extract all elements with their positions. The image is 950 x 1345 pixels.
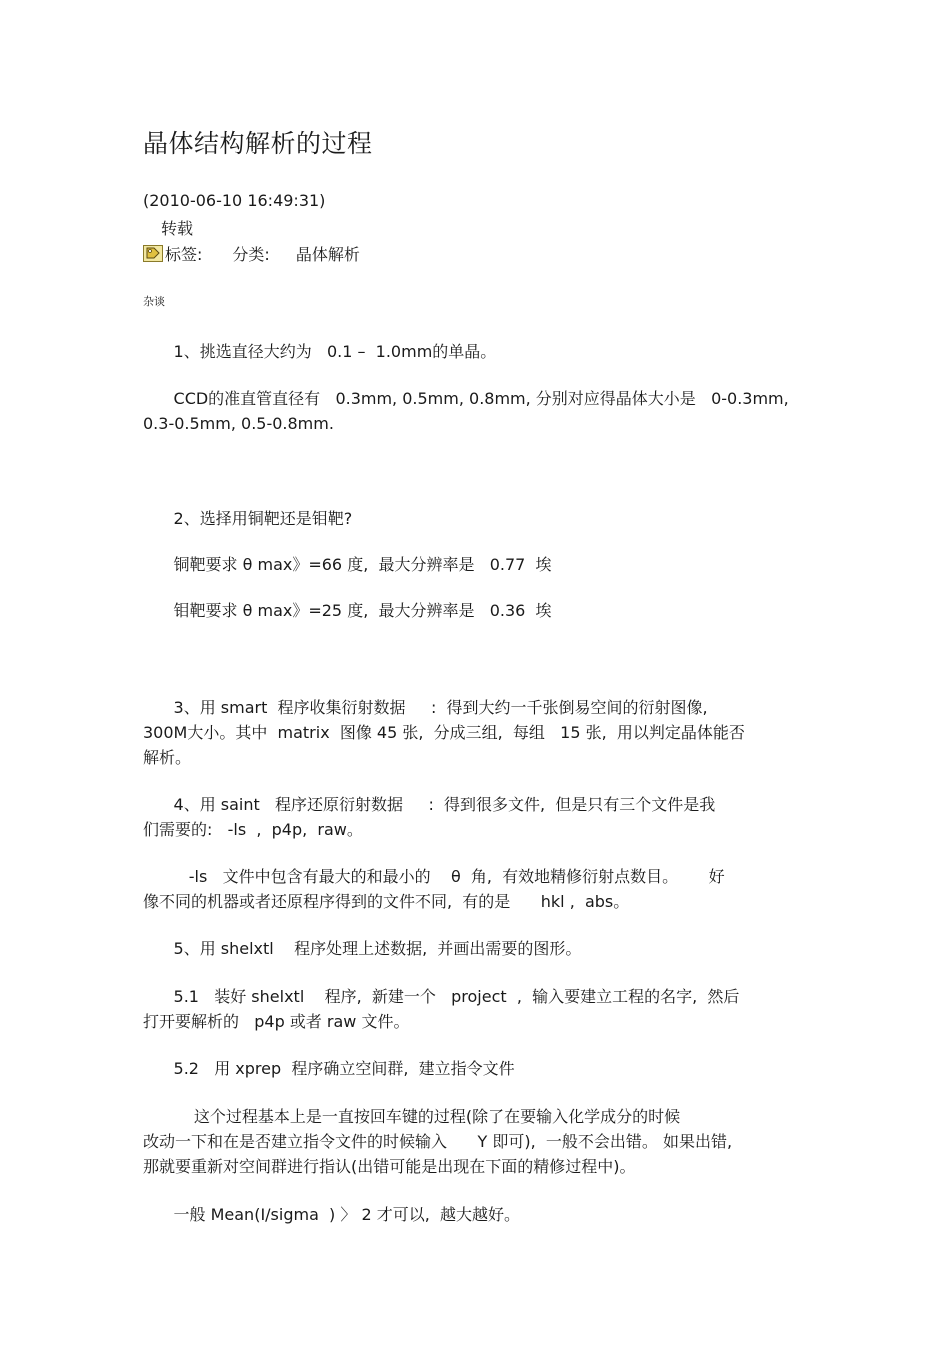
paragraph-7: 4、用 saint 程序还原衍射数据 : 得到很多文件, 但是只有三个文件是我 们需要的: -ls , p4p, raw。 [143,795,716,839]
paragraph-11: 5.2 用 xprep 程序确立空间群, 建立指令文件 [143,1059,515,1078]
tag-value[interactable]: 杂谈 [143,295,165,308]
paragraph-1: 1、挑选直径大约为 0.1 – 1.0mm的单晶。 [143,342,497,361]
article-date: (2010-06-10 16:49:31) [143,191,326,210]
paragraph-2: CCD的准直管直径有 0.3mm, 0.5mm, 0.8mm, 分别对应得晶体大小是 0-0.3mm, 0.3-0.5mm, 0.5-0.8mm. [143,389,789,433]
paragraph-10: 5.1 装好 shelxtl 程序, 新建一个 project , 输入要建立工程的名字, 然后 打开要解析的 p4p 或者 raw 文件。 [143,987,740,1031]
paragraph-3: 2、选择用铜靶还是钼靶? [143,509,353,528]
paragraph-5: 钼靶要求 θ max》=25 度, 最大分辨率是 0.36 埃 [143,601,552,620]
tags-label: 标签: [165,245,203,264]
paragraph-13: 一般 Mean(I/sigma ) 〉 2 才可以, 越大越好。 [143,1205,520,1224]
tag-icon [143,245,163,262]
category-value[interactable]: 晶体解析 [295,245,360,264]
category-label: 分类: [232,245,270,264]
paragraph-12: 这个过程基本上是一直按回车键的过程(除了在要输入化学成分的时候 改动一下和在是否建立指令文件的时候输入 Y 即可), 一般不会出错。 如果出错, 那就要重新对空间群进行指认(出错可能是出现在下面的精修过程中)。 [143,1107,733,1176]
paragraph-9: 5、用 shelxtl 程序处理上述数据, 并画出需要的图形。 [143,939,582,958]
paragraph-8: -ls 文件中包含有最大的和最小的 θ 角, 有效地精修衍射点数目。 好 像不同的机器或者还原程序得到的文件不同, 有的是 hkl , abs。 [143,867,725,911]
tags-row [143,242,360,265]
article-title: 晶体结构解析的过程 [143,129,373,158]
paragraph-4: 铜靶要求 θ max》=66 度, 最大分辨率是 0.77 埃 [143,555,552,574]
paragraph-6: 3、用 smart 程序收集衍射数据 : 得到大约一千张倒易空间的衍射图像, 300M大小。其中 matrix 图像 45 张, 分成三组, 每组 15 张, 用以判定晶体能否 解析。 [143,698,745,767]
repost-label: 转载 [161,219,194,238]
